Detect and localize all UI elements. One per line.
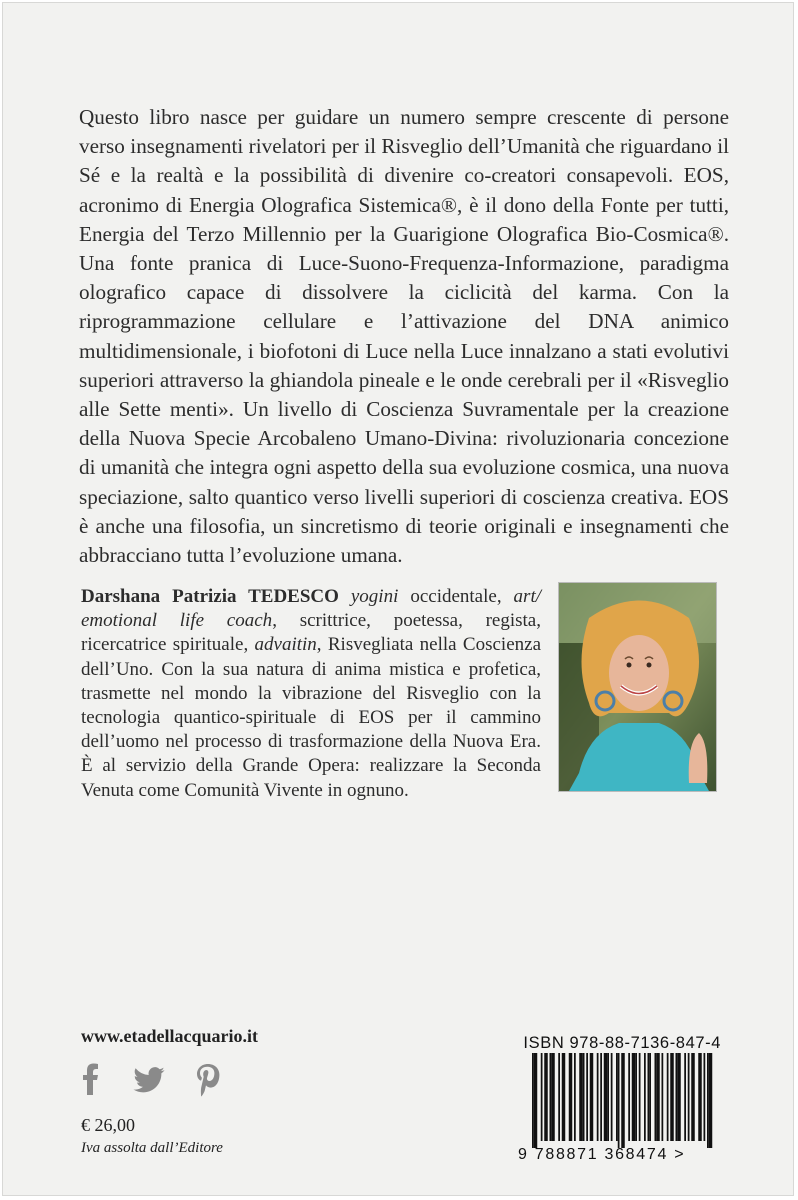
barcode-bars [518,1053,728,1148]
barcode-bar [632,1053,634,1141]
author-bio-part2: , scrittrice, poetessa, regista, ricercatrice spirituale, [81,610,541,656]
author-photo [558,582,717,792]
publisher-website[interactable]: www.etadellacquario.it [81,1026,258,1046]
price: € 26,00 [81,1115,135,1135]
author-bio-part3: , Risvegliata nella Coscienza dell’Uno. Con la sua natura di anima mistica e profetica, trasmette nel mondo la vibrazione del Risveglio con la tecnologia quantico-spirituale di EOS per il cammino dell’uomo nel processo di trasformazione della Nuova Era. È al servizio della Grande Opera: realizzare la Seconda Venuta come Comunità Vivente in ognuno. [81,634,541,801]
barcode-bar [662,1053,664,1141]
barcode-bar [592,1053,594,1141]
barcode-bar [532,1053,534,1148]
synopsis-text: Questo libro nasce per guidare un numero sempre crescente di persone verso insegnamenti rivelatori per il Risveglio dell’Umanità che riguardano il Sé e la realtà e la possibilità di divenire co-creatori consapevoli. EOS, acronimo di Energia Olografica Sistemica®, è il dono della Fonte per tutti, Energia del Terzo Millennio per la Guarigione Olografica Bio-Cosmica®. Una fonte pranica di Luce-Suono-Frequenza-Informazione, paradigma olografico capace di dissolvere la ciclicità del karma. Con la riprogrammazione cellulare e l’attivazione del DNA animico multidimensionale, i biofotoni di Luce nella Luce innalzano a stati evolutivi superiori attraverso la ghiandola pineale e le onde cerebrali per il «Risveglio alle Sette menti». Un livello di Coscienza Suvramentale per la creazione della Nuova Specie Arcobaleno Umano-Divina: rivoluzionaria concezione di umanità che integra ogni aspetto della sua evoluzione cosmica, una nuova speciazione, salto quantico verso livelli superiori di coscienza creativa. EOS è anche una filosofia, un sincretismo di teorie originali e insegnamenti che abbracciano tutta l’evoluzione umana. [79,105,729,568]
pinterest-icon[interactable] [196,1063,220,1102]
barcode-bar [564,1053,566,1141]
barcode-bar [693,1053,695,1141]
barcode-bar [616,1053,618,1141]
barcode-bar [544,1053,546,1141]
author-bio [81,585,541,803]
barcode-bar [634,1053,636,1141]
barcode-bar [698,1053,700,1141]
barcode-bar [607,1053,609,1141]
barcode-bar [667,1053,669,1141]
barcode-bar [711,1053,713,1148]
barcode-bar [648,1053,650,1141]
barcode-bar [558,1053,560,1141]
barcode-bar [536,1053,538,1148]
barcode-bar [704,1053,706,1141]
barcode-bar [688,1053,690,1141]
book-back-cover [2,2,794,1196]
barcode-bar [550,1053,552,1141]
barcode-bar [611,1053,613,1141]
author-role-advaitin: advaitin [254,634,317,656]
barcode-bar [639,1053,641,1141]
vat-note: Iva assolta dall’Editore [81,1140,223,1156]
author-role-yogini: yogini [350,586,399,607]
author-bio-part1: occidentale, [398,586,514,607]
barcode-bar [553,1053,555,1141]
barcode-bar [590,1053,592,1141]
barcode-bar [672,1053,674,1141]
barcode-bar [534,1053,536,1148]
barcode-bar [574,1053,576,1141]
barcode-bar [655,1053,657,1141]
barcode-bar [562,1053,564,1141]
twitter-icon[interactable] [133,1067,165,1098]
author-role-coach: art/ emotional life coach [81,586,541,632]
barcode-bar [691,1053,693,1141]
barcode-bar [635,1053,637,1141]
barcode-bar [628,1053,630,1141]
barcode-bar [581,1053,583,1141]
barcode-bar [618,1053,620,1148]
barcode-bar [604,1053,606,1141]
barcode-digits: 9 788871 368474 > [518,1146,686,1163]
barcode-bar [644,1053,646,1141]
barcode-bar [541,1053,543,1141]
barcode-bar [649,1053,651,1141]
barcode-bar [658,1053,660,1141]
author-bio-text [81,585,541,803]
isbn-label: ISBN 978-88-7136-847-4 [523,1034,721,1052]
barcode-bar [583,1053,585,1141]
barcode-bar [621,1053,623,1148]
barcode-bar [551,1053,553,1141]
barcode-bar [586,1053,588,1141]
barcode-bar [569,1053,571,1141]
author-name: Darshana Patrizia TEDESCO [81,586,339,607]
barcode-bar [579,1053,581,1141]
synopsis-block [79,103,729,570]
barcode-bar [676,1053,678,1141]
barcode-bar [600,1053,602,1141]
barcode-bar [656,1053,658,1141]
barcode-bar [709,1053,711,1148]
barcode-bar [677,1053,679,1141]
barcode-bar [623,1053,625,1148]
barcode-bar [700,1053,702,1141]
barcode-bar [606,1053,608,1141]
facebook-icon[interactable] [83,1063,99,1100]
barcode-bar [546,1053,548,1141]
barcode-bar [597,1053,599,1141]
barcode-bar [571,1053,573,1141]
barcode-bar [707,1053,709,1148]
barcode-bar [684,1053,686,1141]
barcode-bar [670,1053,672,1141]
barcode-bar [679,1053,681,1141]
